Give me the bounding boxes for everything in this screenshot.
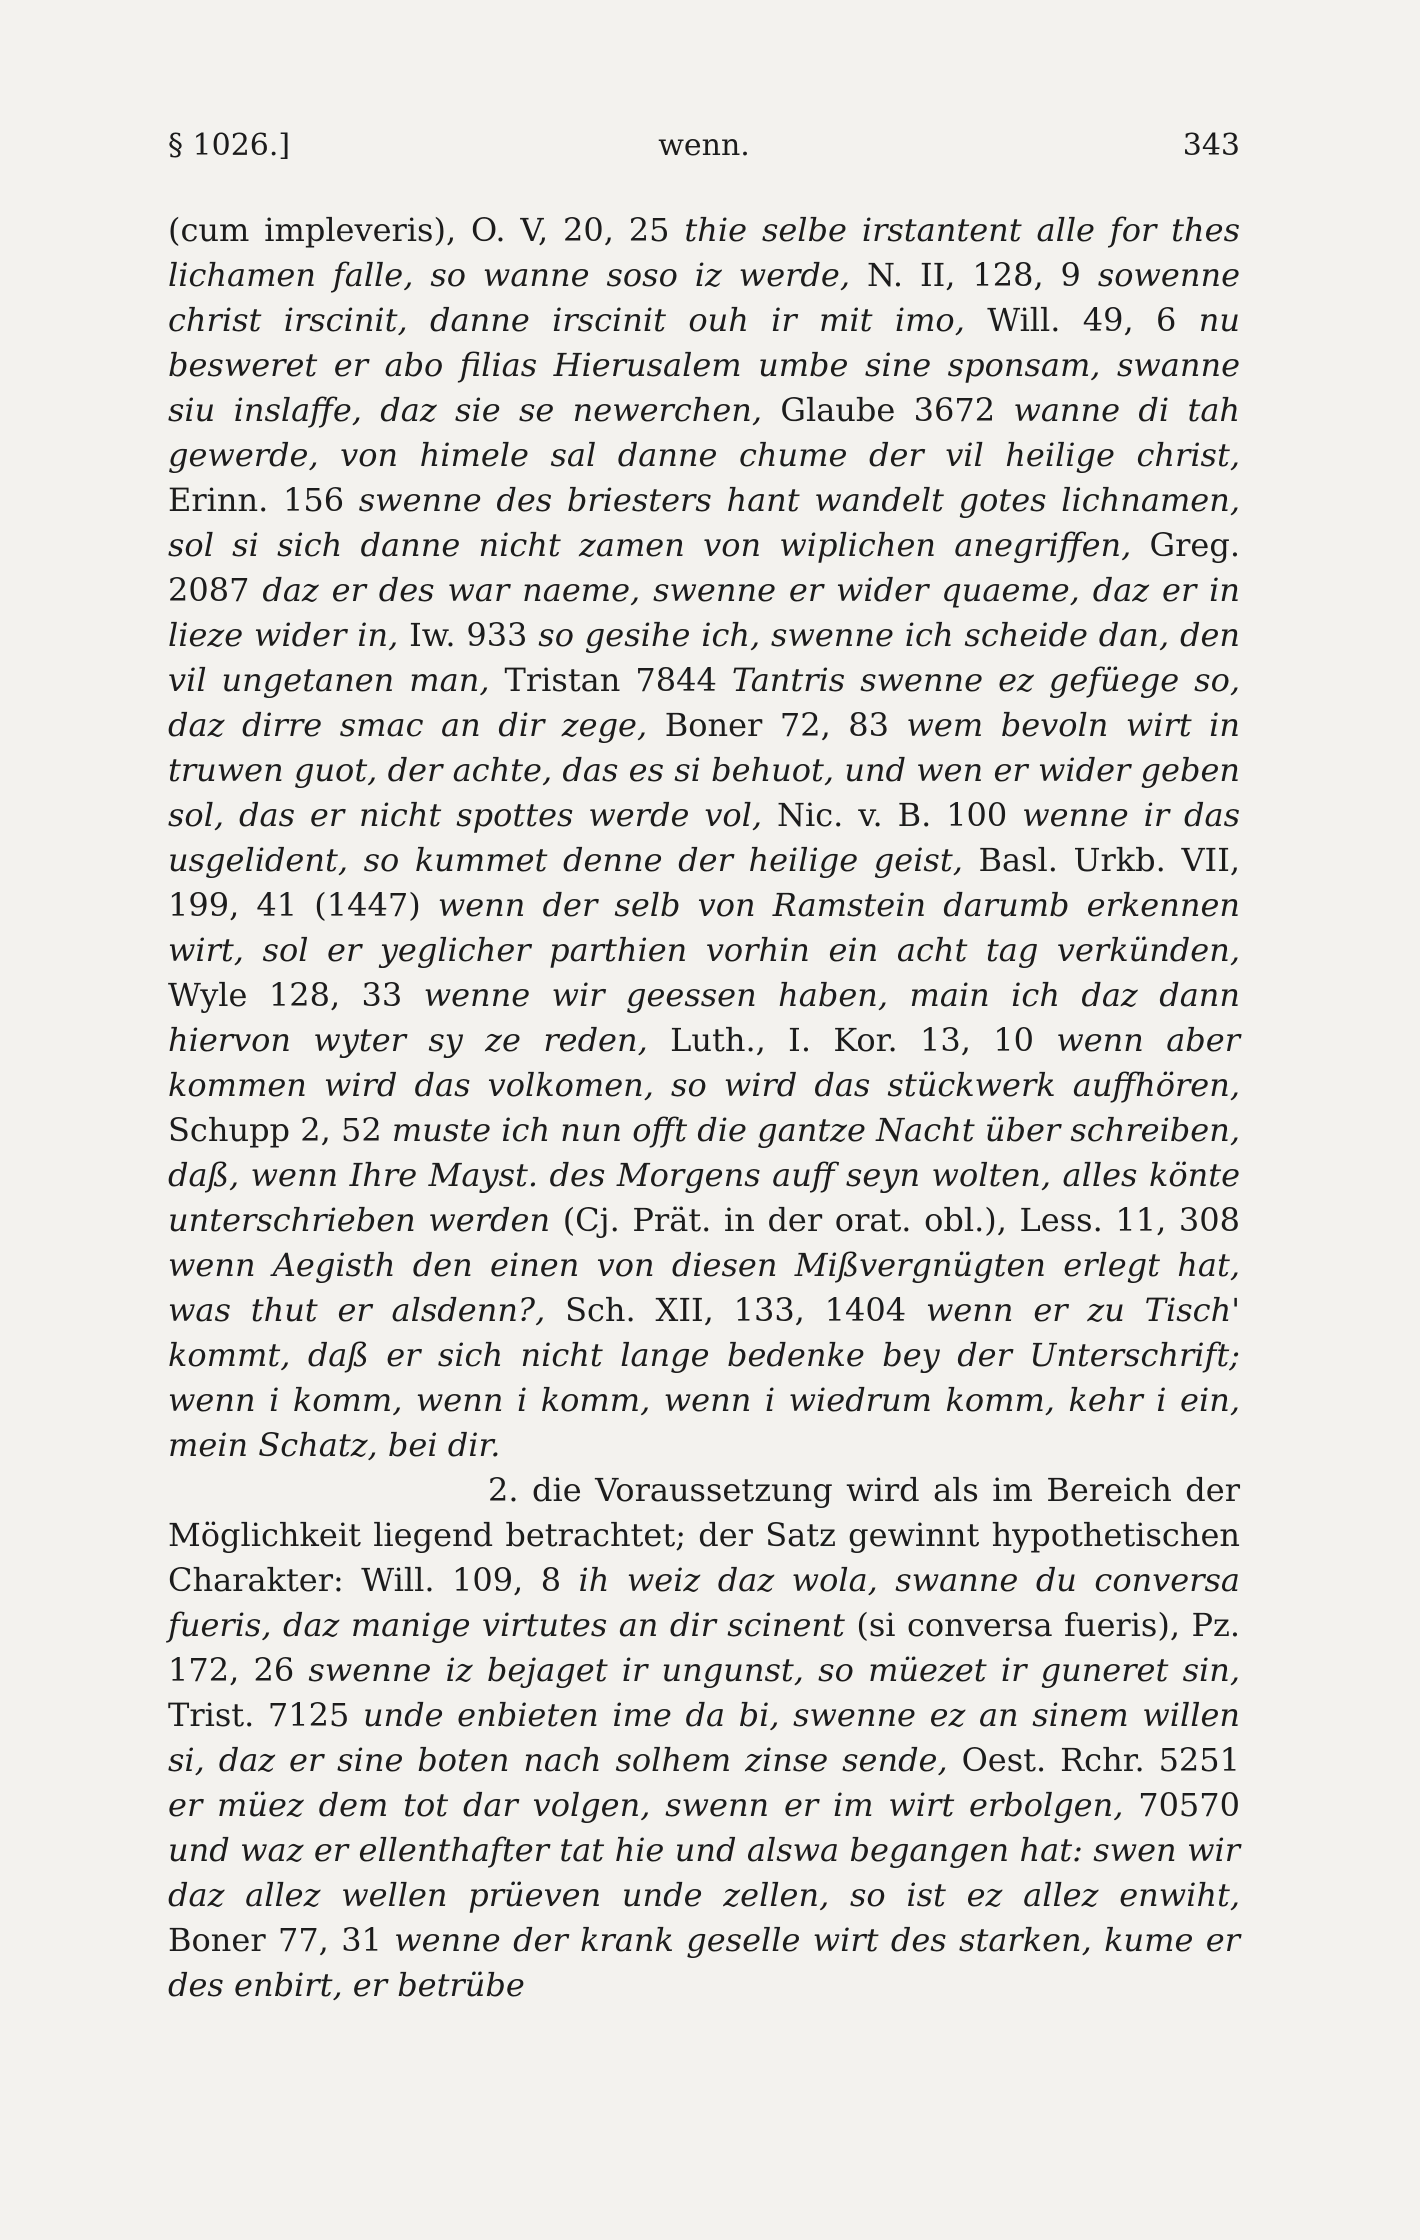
reference-text: Basl. Urkb. VII, 199, 41 (1447) xyxy=(168,841,1241,924)
quotation-text: daz er des war naeme, swenne er wider quaeme, daz er in lieze wider in, xyxy=(168,571,1241,654)
paragraph-1 xyxy=(168,208,1240,1468)
reference-text: Erinn. 156 xyxy=(168,481,359,519)
running-header xyxy=(168,128,1240,174)
quotation-text: ih weiz daz wola, swanne du conversa fueris, daz manige virtutes an dir scinent xyxy=(168,1561,1241,1644)
quotation-text: wenn er zu Tisch' kommt, daß er sich nicht lange bedenke bey der Unterschrift; wenn i komm, wenn i komm, wenn i wiedrum komm, kehr i ein, mein Schatz, bei dir. xyxy=(168,1291,1240,1464)
reference-text: Luth., I. Kor. 13, 10 xyxy=(647,1021,1057,1059)
reference-text: N. II, 128, 9 xyxy=(850,256,1098,294)
paragraph-2 xyxy=(168,1468,1240,2008)
reference-text: Schupp 2, 52 xyxy=(168,1111,392,1149)
reference-text: Boner 77, 31 xyxy=(168,1921,395,1959)
reference-text: (Cj. Prät. in der orat. obl.), Less. 11, 308 xyxy=(550,1201,1241,1239)
reference-text: 70570 xyxy=(1123,1786,1241,1824)
quotation-text: wem bevoln wirt in truwen guot, der achte, das es si behuot, und wen er wider geben sol, das er nicht spottes werde vol, xyxy=(168,706,1241,834)
quotation-text: er müez dem tot dar volgen, swenn er im wirt erbolgen, xyxy=(168,1786,1124,1824)
reference-text: 2. die Voraussetzung wird als im Bereich der Möglichkeit liegend betrachtet; der Satz gewinnt hypothetischen Charakter: Will. 109, 8 xyxy=(168,1471,1240,1599)
quotation-text: wenn aber kommen wird das volkomen, so wird das stückwerk auffhören, xyxy=(168,1021,1241,1104)
quotation-text: muste ich nun offt die gantze Nacht über schreiben, daß, wenn Ihre Mayst. des Morgens auff seyn wolten, alles könte unterschrieben werden xyxy=(168,1111,1241,1239)
reference-text: Tristan 7844 xyxy=(489,661,732,699)
quotation-text: unde enbieten ime da bi, swenne ez an sinem willen si, daz er sine boten nach solhem zinse sende, xyxy=(168,1696,1241,1779)
section-number: § 1026.] xyxy=(168,128,291,163)
running-title: wenn. xyxy=(658,128,750,163)
page-body xyxy=(168,208,1240,2008)
quotation-text: so gesihe ich, swenne ich scheide dan, den vil ungetanen man, xyxy=(168,616,1241,699)
reference-text: Trist. 7125 xyxy=(168,1696,363,1734)
reference-text: Nic. v. B. 100 xyxy=(762,796,1023,834)
quotation-text: wenne wir geessen haben, main ich daz dann hiervon wyter sy ze reden, xyxy=(168,976,1241,1059)
quotation-text: wenne ir das usgelident, so kummet denne der heilige geist, xyxy=(168,796,1241,879)
reference-text: Oest. Rchr. 5251 xyxy=(947,1741,1241,1779)
reference-text: Glaube 3672 xyxy=(762,391,1014,429)
reference-text: (cum impleveris), O. V, 20, 25 xyxy=(168,211,685,249)
quotation-text: wanne di tah gewerde, von himele sal danne chume der vil heilige christ, xyxy=(168,391,1241,474)
quotation-text: wenn Aegisth den einen von diesen Mißvergnügten erlegt hat, was thut er alsdenn?, xyxy=(168,1246,1240,1329)
quotation-text: wenn der selb von Ramstein darumb erkennen wirt, sol er yeglicher parthien vorhin ein acht tag verkünden, xyxy=(168,886,1241,969)
quotation-text: wenne der krank geselle wirt des starken, kume er des enbirt, er betrübe xyxy=(168,1921,1241,2004)
reference-text: Greg. 2087 xyxy=(168,526,1241,609)
quotation-text: swenne iz bejaget ir ungunst, so müezet ir guneret sin, xyxy=(308,1651,1241,1689)
reference-text: Iw. 933 xyxy=(398,616,539,654)
quotation-text: swenne des briesters hant wandelt gotes lichnamen, sol si sich danne nicht zamen von wiplichen anegriffen, xyxy=(168,481,1241,564)
reference-text: (si conversa fueris), Pz. 172, 26 xyxy=(168,1606,1241,1689)
reference-text: Will. 49, 6 xyxy=(964,301,1199,339)
quotation-text: Tantris swenne ez gefüege so, daz dirre smac an dir zege, xyxy=(168,661,1241,744)
reference-text: Wyle 128, 33 xyxy=(168,976,424,1014)
quotation-text: thie selbe irstantent alle for thes lichamen falle, so wanne soso iz werde, xyxy=(168,211,1241,294)
quotation-text: und waz er ellenthafter tat hie und alswa begangen hat: swen wir daz allez wellen prüeven unde zellen, so ist ez allez enwiht, xyxy=(168,1831,1240,1914)
quotation-text: sowenne christ irscinit, danne irscinit ouh ir mit imo, xyxy=(168,256,1241,339)
quotation-text: nu besweret er abo filias Hierusalem umbe sine sponsam, swanne siu inslaffe, daz sie se newerchen, xyxy=(168,301,1241,429)
page-number: 343 xyxy=(1182,128,1240,163)
reference-text: Sch. XII, 133, 1404 xyxy=(545,1291,926,1329)
reference-text: Boner 72, 83 xyxy=(647,706,907,744)
